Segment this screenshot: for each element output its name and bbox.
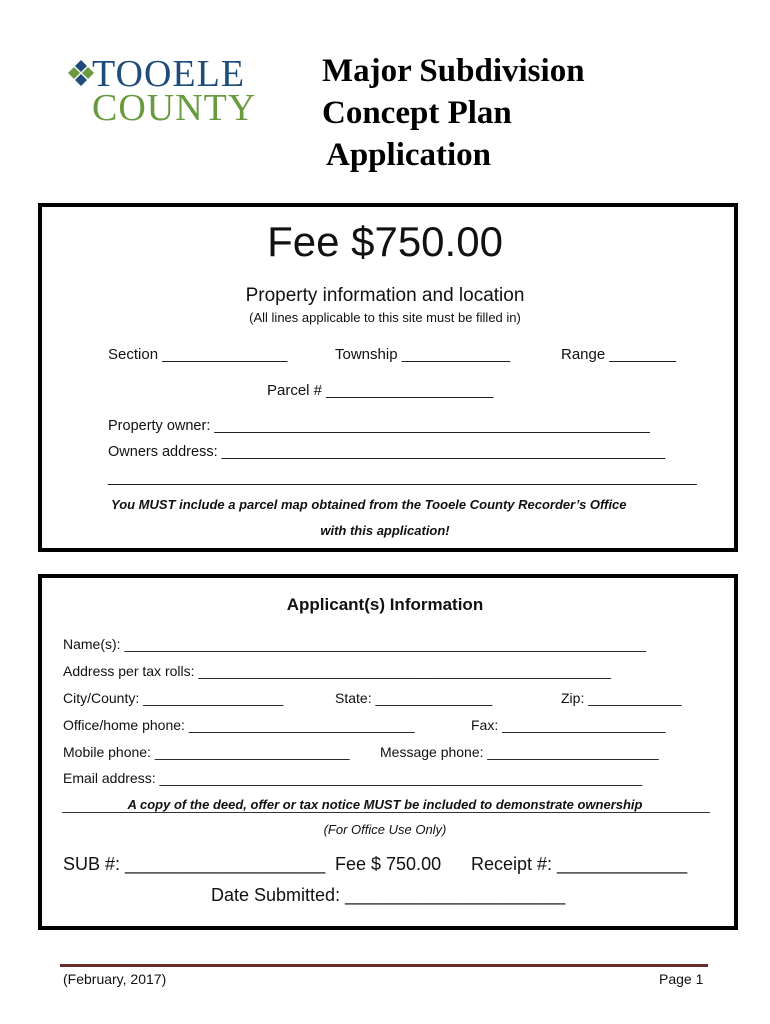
mobile-phone-field[interactable]: Mobile phone: _________________________	[63, 744, 350, 760]
title-line: Application	[326, 137, 492, 173]
office-phone-field[interactable]: Office/home phone: _____________________________	[63, 717, 415, 733]
names-field[interactable]: Name(s): ___________________________________________________________________	[63, 636, 647, 652]
email-field[interactable]: Email address: ______________________________________________________________	[63, 770, 643, 786]
tax-address-field[interactable]: Address per tax rolls: _____________________________________________________	[63, 663, 612, 679]
sub-number-field[interactable]: SUB #: ____________________	[63, 854, 326, 874]
logo-county: COUNTY	[92, 87, 257, 129]
range-field[interactable]: Range ________	[561, 346, 677, 363]
page-number: Page 1	[659, 971, 704, 987]
receipt-number-field[interactable]: Receipt #: _____________	[471, 854, 688, 874]
township-field[interactable]: Township _____________	[335, 346, 511, 363]
property-heading: Property information and location	[245, 285, 525, 306]
fax-field[interactable]: Fax: _____________________	[471, 717, 666, 733]
parcel-field[interactable]: Parcel # ____________________	[267, 382, 494, 399]
office-use-label: (For Office Use Only)	[323, 822, 447, 837]
title-line: Concept Plan	[322, 95, 512, 131]
footer-date: (February, 2017)	[63, 971, 167, 987]
owners-address-field[interactable]: Owners address: _______________________________________________________	[108, 444, 666, 460]
parcel-map-warning-line2: with this application!	[320, 523, 450, 538]
footer-divider	[60, 964, 708, 967]
city-county-field[interactable]: City/County: __________________	[63, 690, 284, 706]
applicant-heading: Applicant(s) Information	[286, 595, 484, 614]
section-field[interactable]: Section _______________	[108, 346, 288, 363]
property-note: (All lines applicable to this site must be filled in)	[249, 310, 521, 325]
title-line: Major Subdivision	[322, 53, 585, 89]
office-fee-label: Fee $ 750.00	[335, 854, 442, 874]
deed-note: A copy of the deed, offer or tax notice MUST be included to demonstrate ownership	[127, 797, 643, 812]
fee-heading: Fee $750.00	[267, 218, 503, 265]
owners-address-line-2[interactable]: _________________________________________________________________________	[108, 470, 697, 486]
zip-field[interactable]: Zip: ____________	[561, 690, 682, 706]
date-submitted-field[interactable]: Date Submitted: ______________________	[211, 885, 566, 905]
office-use-divider	[62, 812, 710, 813]
property-owner-field[interactable]: Property owner: ______________________________________________________	[108, 418, 650, 434]
form-title	[322, 50, 585, 176]
parcel-map-warning: You MUST include a parcel map obtained from the Tooele County Recorder’s Office	[111, 497, 627, 512]
message-phone-field[interactable]: Message phone: ______________________	[380, 744, 659, 760]
logo-tooele: TOOELE	[92, 53, 246, 95]
state-field[interactable]: State: _______________	[335, 690, 493, 706]
